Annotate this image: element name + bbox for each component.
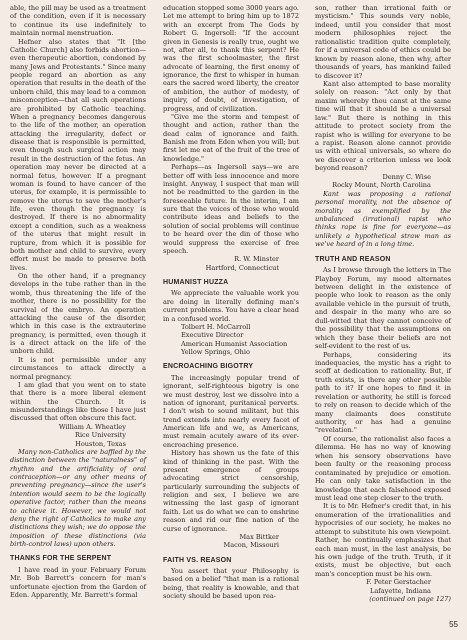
signature-city: Macon, Missouri [223,541,279,550]
section-heading: TRUTH AND REASON [315,255,391,263]
signature-name: R. W. Minster [234,255,279,264]
paragraph: Perhaps, considering its inadequacies, the mystic has a right to scoff at dedication to rationality. But, if truth exists, is there any other possible path to it? If one hopes to find it in revelation or authority, he still is forced to rely on reason to decide which of the many claimants does constitute authority, or has had a genuine "revelation." [315,350,451,435]
signature-city: Hartford, Connecticut [205,263,279,272]
paragraph: Hefner also states that "It [the Catholic Church] also forbids abortion—even therapeutic abortion, condoned by many Jews and Protestants." Since many people regard an abortion as any operation that results in the death of the unborn child, this may lead to a common misconception—that all such operations are prohibited by Catholic teaching. When a pregnancy becomes dangerous to the life of the mother, an operation attacking the irregularity, defect or disease that is responsible is permitted, even though such surgical action may result in the destruction of the fetus. An operation may never be directed at a normal fetus, however. If a pregnant woman is found to have cancer of the uterus, for example, it is permissible to remove the uterus to save the mother's life, even though the pregnancy is destroyed. If there is no abnormality except a condition, such as a weakness of the uterus that might result in rupture, from which it is possible for both mother and child to survive, every effort must be made to preserve both lives. [10,37,146,272]
editor-reply: Kant was proposing a rational personal morality, not the absence of morality as exemplified by the unbalanced (irrational) rapist who thinks rape is fine for everyone—as unlikely a hypothetical straw man as we've heard of in a long time. [315,189,451,249]
signature-org: Rice University [75,431,126,440]
signature-city: Lafayette, Indiana [370,586,431,595]
signature-name: F. Peter Gerstacher [366,578,431,587]
continued-note: (continued on page 127) [369,595,451,604]
section-heading: HUMANIST HUZZA [163,279,229,286]
signature-org: American Humanist Association [181,339,288,348]
signature-city: Rocky Mount, North Carolina [332,181,431,190]
signature-title: Executive Director [181,331,244,340]
paragraph: son, rather than irrational faith or mysticism." This sounds very noble, indeed, until you consider that most modern philosophies reject the rationalistic tradition quite completely, for if a universal code of ethics could be known by reason alone, then why, after thousands of years, has mankind failed to discover it? [315,4,451,80]
section-heading: FAITH VS. REASON [163,556,232,564]
paragraph: Kant also attempted to base morality solely on reason: "Act only by that maxim whereby thou canst at the same time will that it should be a universal law." But there is nothing in this attitude to protect society from the rapist who is willing for everyone to be a rapist. Reason alone cannot provide us with ethical universals, so where do we discover a criterion unless we look beyond reason? [315,79,451,173]
page-number: 55 [449,620,458,629]
paragraph: You assert that your Philosophy is based on a belief "that man is a rational being, that reality is knowable, and that society should be based upon rea- [163,567,299,601]
paragraph: "Give me the storm and tempest of thought and action, rather than the dead calm of ignorance and faith. Banish me from Eden when you will; but first let me eat of the fruit of the tree of knowledge." [163,112,299,163]
column-1 [10,4,146,599]
signature-name: Denny C. Wise [382,172,431,181]
signature-city: Houston, Texas [75,439,126,448]
section-heading: ENCROACHING BIGOTRY [163,363,254,371]
editor-reply: Many non-Catholics are baffled by the distinction between the "naturalness" of rhythm and the artificiality of oral contraception—or any other means of preventing pregnancy—since the user's intention would seem to be the logically operative factor, rather than the means to achieve it. However, we would not deny the right of Catholics to make any distinctions they wish; we do oppose the imposition of these distinctions (via birth-control laws) upon others. [10,447,146,548]
column-2 [163,4,299,601]
paragraph: Perhaps—as Ingersoll says—we are better off with less innocence and more insight. Anyway, I suspect that man will not be readmitted to the garden in the foreseeable future. In the interim, I am sure that the voices of those who would contribute ideas and beliefs to the solution of social problems will continue to be heard over the din of those who would suppress the exercise of free speech. [163,163,299,255]
paragraph: We appreciate the valuable work you are doing in literally defining man's current problems. You have a clear head in a confused world. [163,289,299,323]
section-heading: THANKS FOR THE SERPENT [10,555,112,563]
paragraph: education stopped some 3000 years ago. Let me attempt to bring him up to 1872 with an excerpt from The Gods by Robert G. Ingersoll: "If the account given in Genesis is really true, ought we not, after all, to thank this serpent? He was the first schoolmaster, the first advocate of learning, the first enemy of ignorance, the first to whisper in human ears the sacred word liberty, the creator of ambition, the author of modesty, of inquiry, of doubt, of investigation, of progress, and of civilization. [163,4,299,113]
signature-name: William A. Wheatley [58,422,126,431]
paragraph: It is to Mr. Hefner's credit that, in his enumeration of the irrationalities and hypocrisies of our society, he makes no attempt to substitute his own viewpoint. Rather, he continually emphasizes that each man must, in the last analysis, be his own judge of the truth. Truth, if it exists, must be objective, but each man's conception must be his own. [315,502,451,578]
signature-name: Max Bittker [239,532,279,541]
column-3 [315,4,451,604]
paragraph: I am glad that you went on to state that there is a more liberal element within the Church. It is misunderstandings like those I have just discussed that often obscure this fact. [10,380,146,423]
signature-city: Yellow Springs, Ohio [181,348,250,356]
signature-name: Tolbert H. McCarroll [181,322,251,331]
paragraph: History has shown us the fate of this kind of thinking in the past. With the present emergence of groups advocating strict censorship, particularly surrounding the subjects of religion and sex, I believe we are witnessing the last gasp of ignorant faith. Let us do what we can to enshrine reason and rid our fine nation of the curse of ignorance. [163,449,299,533]
paragraph: The increasingly popular trend of ignorant, self-righteous bigotry is one we must destroy, lest we dissolve into a nation of ignorant, puritanical perverts. I don't wish to sound militant, but this trend extends into nearly every facet of American life and we, as Americans, must remain acutely aware of its ever-encroaching presence. [163,373,299,449]
paragraph: On the other hand, if a pregnancy develops in the tube rather than in the womb, thus threatening the life of the mother, there is no possibility for the survival of the embryo. An operation attacking the cause of the disorder, which in this case is the extrauterine pregnancy, is permitted, even though it is a direct attack on the life of the unborn child. [10,272,146,356]
paragraph: I have read in your February Forum Mr. Bob Barrett's concern for man's unfortunate ejection from the Garden of Eden. Apparently, Mr. Barrett's formal [10,565,146,599]
paragraph: Of course, the rationalist also faces a dilemma. He has no way of knowing when his sensory observations have been faulty or the reasoning process contaminated by prejudice or emotion. He can only take satisfaction in the knowledge that each falsehood exposed must lead one step closer to the truth. [315,434,451,502]
paragraph: As I browse through the letters in The Playboy Forum, my mood alternates between delight in the existence of people who look to reason as the only available vehicle in the pursuit of truth, and despair in the many who are so dull-witted that they cannot conceive of the possibility that the assumptions on which they base their beliefs are not self-evident to the rest of us. [315,266,451,351]
paragraph: able, the pill may be used as a treatment of the condition, even if it is necessary to continue its use indefinitely to maintain normal menstruation. [10,4,146,38]
paragraph: It is not permissible under any circumstances to attack directly a normal pregnancy. [10,355,146,381]
